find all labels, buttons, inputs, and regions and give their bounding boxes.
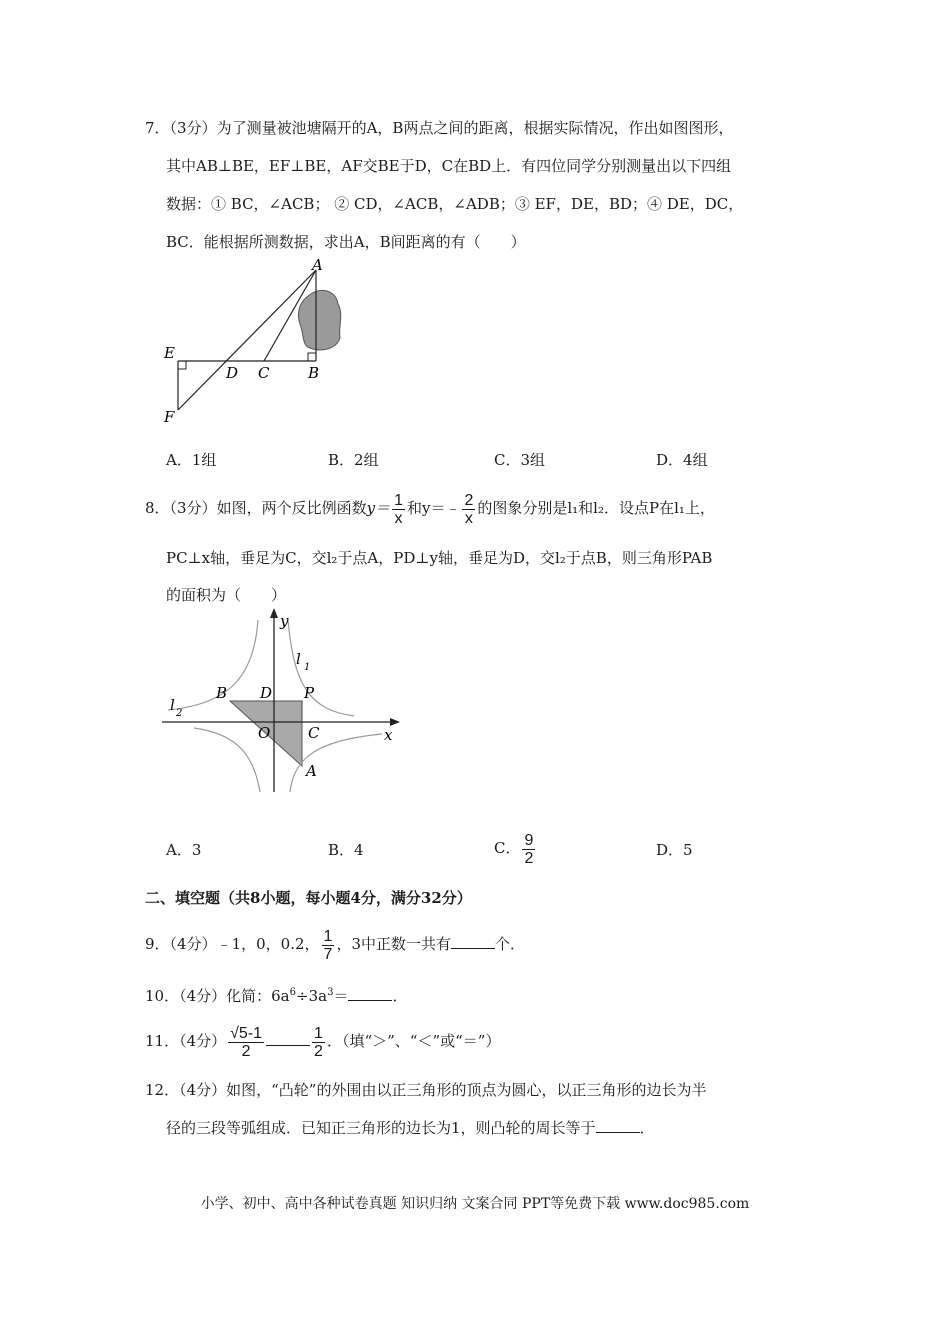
section-2-heading: 二、填空题（共8小题，每小题4分，满分32分）: [145, 889, 472, 907]
q8-option-c-numerator: 9: [524, 831, 534, 849]
q8-y1: y＝: [366, 499, 391, 517]
q7-line-1: 7．（3分）为了测量被池塘隔开的A，B两点之间的距离，根据实际情况，作出如图图形，: [145, 119, 734, 137]
q10-end: ．: [392, 987, 408, 1005]
q10-exponent-2: 3: [327, 987, 334, 998]
q11-fraction-2: [312, 1025, 325, 1060]
pond-shape: [298, 290, 340, 349]
label-A: A: [306, 762, 317, 780]
q8-option-a: A．3: [166, 841, 202, 859]
q10-post: ＝: [333, 987, 349, 1005]
q7-option-a: A．1组: [166, 451, 217, 469]
label-O: O: [258, 724, 271, 742]
q11-answer-blank: [266, 1031, 310, 1046]
label-C: C: [308, 724, 320, 742]
q8-line-2: PC⊥x轴，垂足为C，交l₂于点A，PD⊥y轴，垂足为D，交l₂于点B，则三角形PAB: [166, 549, 713, 567]
q12-line-2-text: 径的三段等弧组成．已知正三角形的边长为1，则凸轮的周长等于: [166, 1119, 596, 1137]
q7-line-2: 其中AB⊥BE，EF⊥BE，AF交BE于D，C在BD上．有四位同学分别测量出以下四组: [166, 157, 732, 175]
q8-mid: 和y＝﹣: [406, 499, 461, 517]
q7-line-3: 数据：① BC，∠ACB； ② CD，∠ACB，∠ADB；③ EF，DE，BD；④ DE，DC，: [166, 195, 744, 213]
q7-option-d: D．4组: [656, 451, 708, 469]
q10-exponent-1: 6: [289, 987, 296, 998]
q7-figure: [160, 258, 360, 428]
q8-figure: [160, 606, 410, 796]
q12-line-1: 12．（4分）如图，“凸轮”的外围由以正三角形的顶点为圆心，以正三角形的边长为半: [145, 1081, 707, 1099]
q8-intro-end: 的图象分别是l₁和l₂．设点P在l₁上，: [477, 499, 715, 517]
q10-answer-blank: [348, 986, 392, 1001]
q8-fraction-1: [392, 492, 405, 527]
label-P: P: [304, 684, 315, 702]
q8-option-d: D．5: [656, 841, 693, 859]
q8-f1-numerator: 1: [394, 491, 403, 509]
q8-option-c: [494, 828, 537, 868]
q10-pre: 10．（4分）化简：6a: [145, 987, 290, 1005]
label-B: B: [216, 684, 228, 702]
q7-line-4: BC．能根据所测数据，求出A，B间距离的有（ ）: [166, 233, 526, 251]
label-l2-sub: 2: [176, 708, 183, 719]
q8-option-b: B．4: [328, 841, 364, 859]
label-E: E: [164, 344, 175, 362]
label-x: x: [384, 726, 393, 744]
q12-answer-blank: [596, 1118, 640, 1133]
q11-line: [145, 1020, 500, 1062]
q12-end: ．: [639, 1119, 655, 1137]
label-D: D: [260, 684, 273, 702]
q11-f1-denominator: 2: [241, 1042, 251, 1060]
q8-f2-numerator: 2: [464, 491, 474, 509]
q9-end: 个．: [494, 935, 525, 953]
q9-line: [145, 924, 525, 964]
q9-denominator: 7: [323, 945, 333, 963]
page-footer: 小学、初中、高中各种试卷真题 知识归纳 文案合同 PPT等免费下载 www.doc985.com: [200, 1196, 750, 1212]
q11-post: ．（填“＞”、“＜”或“＝”）: [326, 1032, 501, 1050]
q9-pre: 9．（4分）﹣1，0，0.2，: [145, 935, 320, 953]
q11-fraction-1: [228, 1025, 264, 1060]
q12-line-2: [166, 1118, 655, 1138]
q11-f2-denominator: 2: [314, 1042, 323, 1060]
q8-line-1: [145, 488, 715, 528]
q11-f1-numerator: √5-1: [230, 1024, 263, 1042]
label-l2: l: [170, 696, 175, 714]
q9-post: ，3中正数一共有: [336, 935, 451, 953]
label-A: A: [312, 258, 323, 274]
q11-f2-numerator: 1: [314, 1024, 323, 1042]
q9-answer-blank: [451, 934, 495, 949]
q8-f1-denominator: x: [394, 509, 403, 527]
q9-numerator: 1: [323, 927, 333, 945]
q8-line-3: 的面积为（ ）: [166, 586, 287, 604]
q8-f2-denominator: x: [464, 509, 473, 527]
q8-option-c-denominator: 2: [524, 849, 534, 867]
q8-option-c-fraction: [522, 832, 535, 867]
label-y: y: [280, 612, 289, 630]
label-D: D: [226, 364, 239, 382]
q10-line: [145, 983, 407, 1006]
label-l1: l: [296, 650, 301, 668]
label-F: F: [164, 408, 175, 426]
label-C: C: [258, 364, 270, 382]
label-B: B: [308, 364, 320, 382]
q11-pre: 11．（4分）: [145, 1032, 227, 1050]
q8-intro: 8．（3分）如图，两个反比例函数: [145, 499, 367, 517]
q7-option-b: B．2组: [328, 451, 379, 469]
q8-fraction-2: [462, 492, 475, 527]
q10-mid: ÷3a: [296, 987, 328, 1005]
q9-fraction: [322, 928, 335, 963]
label-l1-sub: 1: [304, 662, 311, 673]
q7-option-c: C．3组: [494, 451, 546, 469]
q8-option-c-prefix: C．: [494, 839, 521, 857]
